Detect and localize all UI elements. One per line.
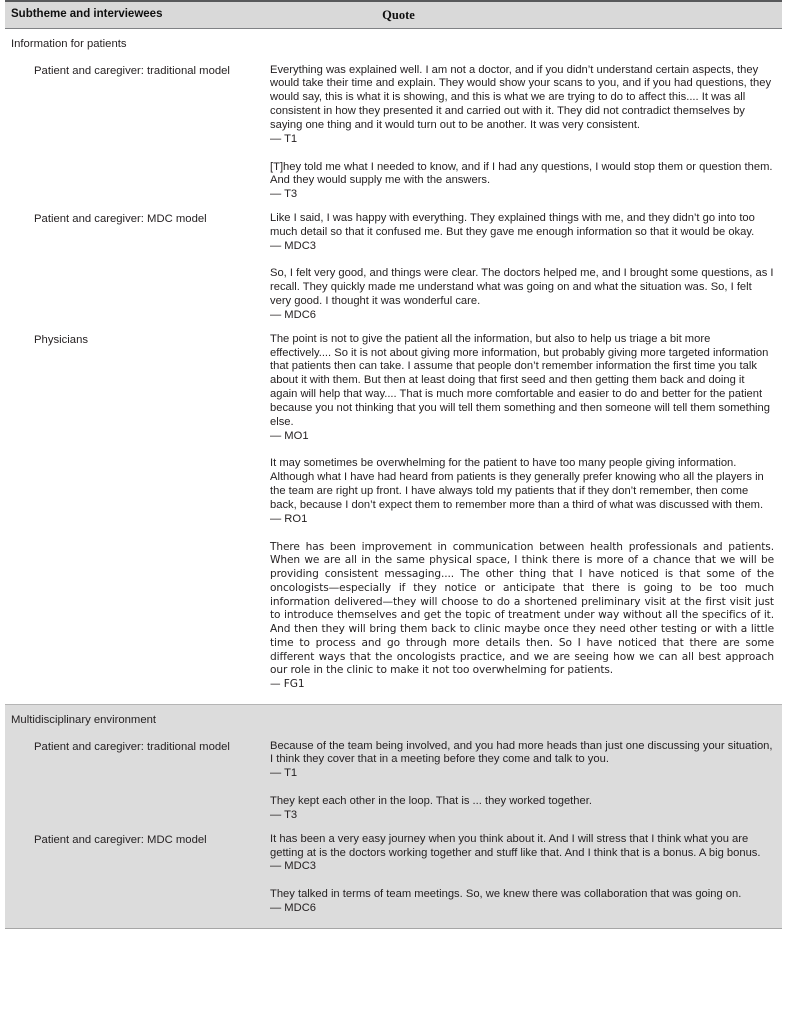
quote-attribution: — MDC6 bbox=[270, 901, 316, 914]
table-section bbox=[5, 29, 782, 704]
quote-cell bbox=[270, 202, 782, 323]
table-row bbox=[5, 202, 782, 323]
subtheme-label: Physicians bbox=[34, 333, 88, 346]
section-title: Information for patients bbox=[11, 38, 127, 50]
column-header-subtheme: Subtheme and interviewees bbox=[11, 8, 163, 21]
subtheme-label: Patient and caregiver: MDC model bbox=[34, 213, 207, 225]
quote-text: It may sometimes be overwhelming for the patient to have too many people giving information. Although what I have had heard from patients is they generally prefer knowing who all the players in the team are right up front. I have always told my patients that if they don’t remember, then come back, because I don’t expect them to remember more than a third of what was discussed with them. bbox=[270, 457, 764, 511]
quote-text: Everything was explained well. I am not a doctor, and if you didn’t understand certain aspects, they would take their time and explain. They would show your scans to you, and if you had questions, they would say, this is what it is showing, and this is what we are trying to do to affect this.... It was all consistent in how they presented it and carried out with it. They did not contradict themselves by saying one thing and it would turn out to be another. It was very consistent. bbox=[270, 63, 772, 131]
section-spacer bbox=[5, 916, 782, 928]
quote-attribution: — MDC3 bbox=[270, 239, 316, 252]
quotes-table bbox=[5, 0, 782, 929]
quote-cell bbox=[270, 54, 782, 202]
quote-attribution: — MDC3 bbox=[270, 860, 316, 873]
quote-block bbox=[270, 740, 774, 781]
quote-block bbox=[270, 267, 774, 322]
quote-cell bbox=[270, 730, 782, 823]
quote-attribution: — MDC6 bbox=[270, 308, 316, 321]
quote-attribution: — T1 bbox=[270, 767, 298, 780]
quote-block bbox=[270, 64, 774, 147]
column-header-quote: Quote bbox=[382, 7, 415, 22]
quote-text: The point is not to give the patient all the information, but also to help us triage a bit more effectively.... So it is not about giving more information, but probably giving more targeted information that patients then can take. I assume that people don’t remember information the first time you talk about it with them. But then at least doing that first seed and then getting them back and doing it again will help that way.... That is much more comfortable and easier to do and better for the patient because you not thinking that you will tell them something and then someone will tell them something else. bbox=[270, 332, 770, 428]
table-row bbox=[5, 323, 782, 692]
quote-text: Because of the team being involved, and you had more heads than just one discussing your situation, I think they cover that in a meeting before they come and talk to you. bbox=[270, 739, 773, 766]
quote-attribution: — T1 bbox=[270, 132, 298, 145]
subtheme-label: Patient and caregiver: traditional model bbox=[34, 740, 230, 753]
table-header-row bbox=[5, 0, 782, 29]
quote-block bbox=[270, 212, 774, 253]
table-row bbox=[5, 730, 782, 823]
section-spacer bbox=[5, 692, 782, 704]
quote-text: So, I felt very good, and things were clear. The doctors helped me, and I brought some questions, as I recall. They quickly made me understand what was going on and what the situation was. So, I felt very good. I thought it was wonderful care. bbox=[270, 267, 774, 308]
quote-block bbox=[270, 161, 774, 202]
quote-block bbox=[270, 333, 774, 444]
quote-attribution: — MO1 bbox=[270, 429, 309, 442]
quote-cell bbox=[270, 823, 782, 916]
quote-cell bbox=[270, 323, 782, 692]
quote-block bbox=[270, 541, 774, 692]
quote-block bbox=[270, 795, 774, 823]
quote-text: Like I said, I was happy with everything. They explained things with me, and they didn’t go into too much detail so that it confused me. But they gave me enough information so that it would be okay. bbox=[270, 212, 755, 238]
section-title: Multidisciplinary environment bbox=[11, 713, 157, 726]
subtheme-label: Patient and caregiver: MDC model bbox=[34, 833, 207, 846]
quote-attribution: — T3 bbox=[270, 188, 298, 201]
table-row bbox=[5, 823, 782, 916]
quote-block bbox=[270, 888, 774, 916]
quote-text: It has been a very easy journey when you think about it. And I will stress that I think what you are getting at is the doctors working together and stuff like that. And I think that is a bonus. A big bonus. bbox=[270, 832, 761, 859]
table-body bbox=[5, 29, 782, 929]
table-section bbox=[5, 704, 782, 929]
quote-attribution: — RO1 bbox=[270, 512, 308, 525]
quote-text: [T]hey told me what I needed to know, and if I had any questions, I would stop them or question them. And they would supply me with the answers. bbox=[270, 160, 773, 187]
quote-block bbox=[270, 457, 774, 526]
table-row bbox=[5, 54, 782, 202]
quote-block bbox=[270, 833, 774, 874]
quote-text: They kept each other in the loop. That is ... they worked together. bbox=[270, 795, 592, 808]
quote-text: They talked in terms of team meetings. So, we knew there was collaboration that was going on. bbox=[270, 888, 742, 901]
subtheme-label: Patient and caregiver: traditional model bbox=[34, 64, 230, 77]
quote-attribution: — T3 bbox=[270, 808, 298, 821]
quote-text: There has been improvement in communication between health professionals and patients. When we are all in the same physical space, I think there is more of a chance that we will be providing consistent messaging.... The other thing that I have noticed is that some of the oncologists—especially if they notice or anticipate that there is going to be too much information delivered—they will choose to do a shortened preliminary visit at the first visit just to introduce themselves and get the topic of treatment under way without all the specifics of it. And then they will bring them back to clinic maybe once they need other testing or with a little time to process and go through more details then. So I have noticed that there are some different ways that the oncologists practice, and we are seeing how we can all best approach our role in the clinic to make it not too overwhelming for patients. bbox=[270, 540, 774, 677]
quote-attribution: — FG1 bbox=[270, 678, 305, 691]
